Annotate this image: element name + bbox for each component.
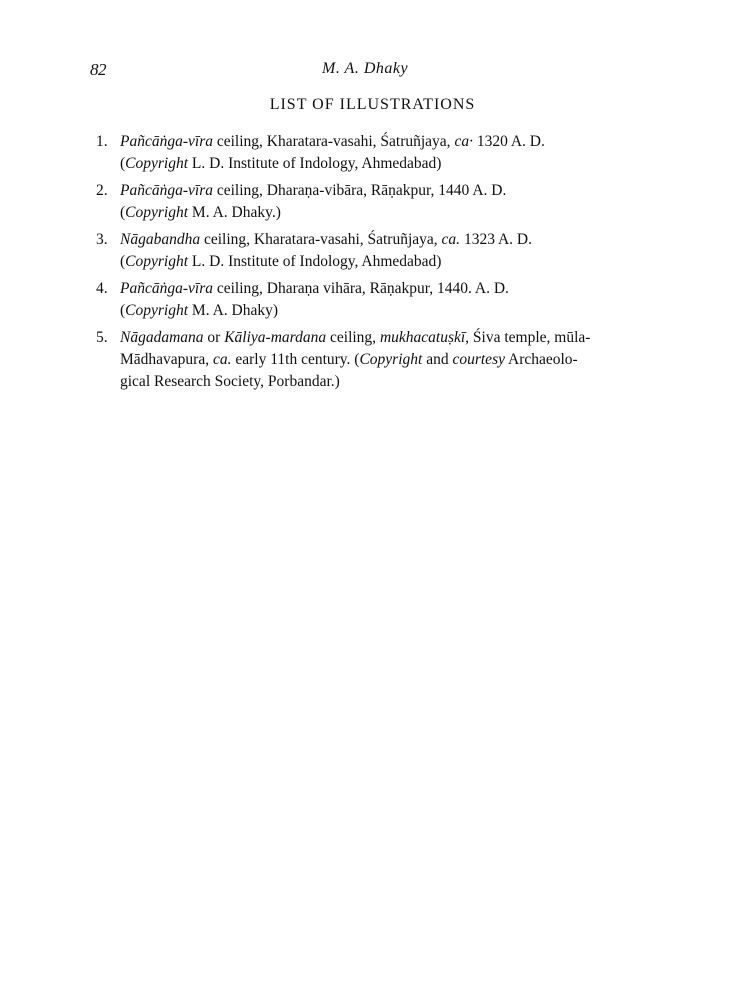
illustration-item xyxy=(96,278,676,322)
caption-text: ( xyxy=(120,155,126,172)
page-number: 82 xyxy=(90,60,106,79)
illustration-number: 2. xyxy=(96,182,108,199)
caption-text: ceiling, xyxy=(326,329,380,346)
caption-text: ( xyxy=(120,204,126,221)
caption-text: L. D. Institute of Indology, Ahmedabad) xyxy=(188,253,442,270)
caption-text: early 11th century. ( xyxy=(231,351,360,368)
caption-text: ( xyxy=(120,253,126,270)
caption-text: ceiling, Dharaṇa vihāra, Rāṇakpur, 1440. A. D. xyxy=(212,280,509,297)
illustration-number: 4. xyxy=(96,280,108,297)
italic-text: Pañcāṅga-vīra xyxy=(120,182,213,199)
caption-text: 1323 A. D. xyxy=(460,231,532,248)
italic-text: ca· xyxy=(454,133,473,150)
illustration-caption-line xyxy=(120,153,676,175)
caption-text: ceiling, Kharatara-vasahi, Śatruñjaya, xyxy=(200,231,442,248)
running-head-author: M. A. Dhaky xyxy=(322,60,409,77)
caption-text: L. D. Institute of Indology, Ahmedabad) xyxy=(188,155,442,172)
section-title: LIST OF ILLUSTRATIONS xyxy=(269,96,476,113)
caption-text: ( xyxy=(120,302,126,319)
illustration-caption-line xyxy=(120,180,676,202)
illustration-item xyxy=(96,131,676,175)
illustration-caption-line xyxy=(120,131,676,153)
illustration-number: 5. xyxy=(96,329,108,346)
italic-text: Copyright xyxy=(125,302,189,319)
illustration-number: 1. xyxy=(96,133,108,150)
caption-text: ceiling, Dharaṇa-vibāra, Rāṇakpur, 1440 A. D. xyxy=(212,182,507,199)
italic-text: Copyright xyxy=(125,155,189,172)
caption-text: 1320 A. D. xyxy=(472,133,545,150)
illustration-caption-line xyxy=(120,349,676,371)
illustration-number: 3. xyxy=(96,231,108,248)
illustration-caption-line xyxy=(120,371,676,393)
illustration-caption-line xyxy=(120,229,676,251)
italic-text: Copyright xyxy=(125,253,189,270)
caption-text: ceiling, Kharatara-vasahi, Śatruñjaya, xyxy=(212,133,455,150)
italic-text: mukhacatuṣkī, xyxy=(379,329,470,346)
italic-text: Pañcāṅga-vīra xyxy=(120,280,213,297)
italic-text: Kāliya-mardana xyxy=(224,329,327,346)
running-head xyxy=(0,60,737,82)
italic-text: ca. xyxy=(212,351,232,368)
illustration-caption-line xyxy=(120,251,676,273)
illustration-item xyxy=(96,229,676,273)
italic-text: Nāgabandha xyxy=(120,231,201,248)
caption-text: Śiva temple, mūla- xyxy=(469,329,591,346)
illustration-caption-line xyxy=(120,327,676,349)
caption-text: Mādhavapura, xyxy=(120,351,213,368)
illustration-item xyxy=(96,327,676,393)
italic-text: Copyright xyxy=(125,204,189,221)
illustration-caption-line xyxy=(120,202,676,224)
illustration-caption-line xyxy=(120,300,676,322)
caption-text: and xyxy=(422,351,453,368)
italic-text: Nāgadamana xyxy=(120,329,204,346)
illustration-list xyxy=(96,131,676,398)
caption-text: or xyxy=(203,329,225,346)
caption-text: M. A. Dhaky) xyxy=(188,302,279,319)
illustration-caption-line xyxy=(120,278,676,300)
italic-text: Pañcāṅga-vīra xyxy=(120,133,213,150)
caption-text: M. A. Dhaky.) xyxy=(188,204,281,221)
italic-text: Copyright xyxy=(359,351,423,368)
caption-text: Archaeolo- xyxy=(504,351,578,368)
italic-text: courtesy xyxy=(452,351,505,368)
caption-text: gical Research Society, Porbandar.) xyxy=(120,373,340,390)
italic-text: ca. xyxy=(441,231,461,248)
illustration-item xyxy=(96,180,676,224)
